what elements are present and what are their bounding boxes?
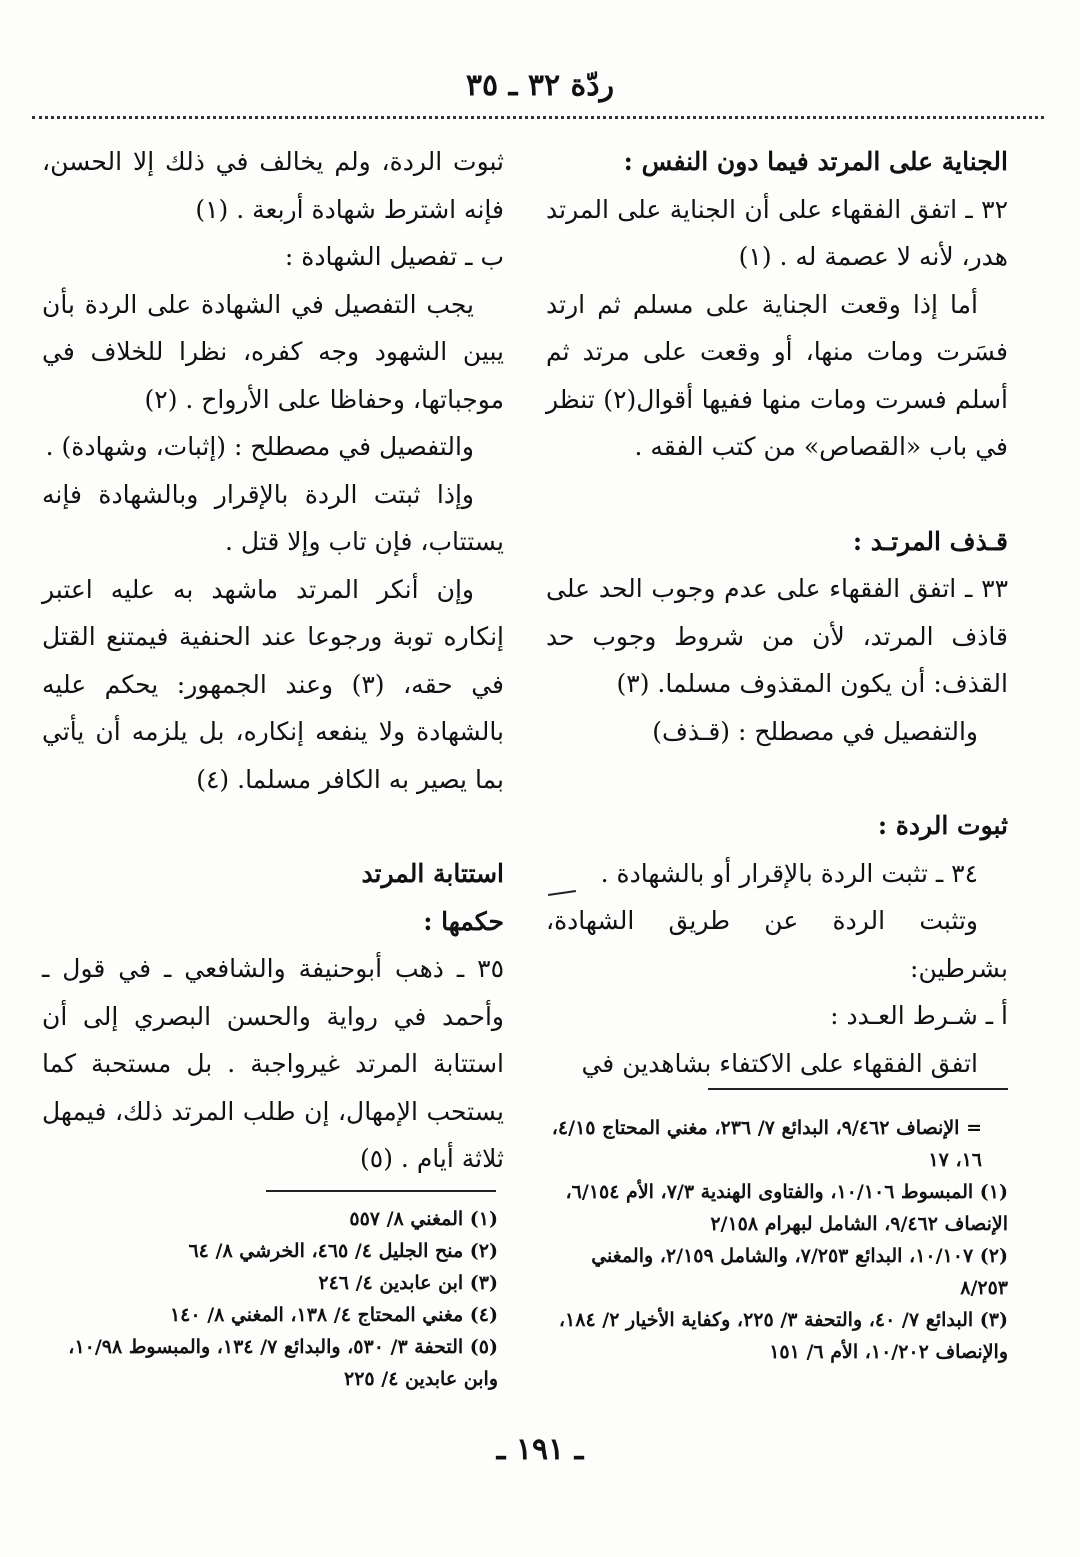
right-paragraph: أما إذا وقعت الجناية على مسلم ثم ارتد فسَرت ومات منها، أو وقعت على مرتد ثم أسلم فسرت ومات منها ففيها أقوال(٢) تنظر في باب «القصاص» من كتب الفقه . — [546, 289, 1008, 461]
footnote-rule-right — [708, 1088, 1008, 1090]
right-paragraph: ٣٤ ـ تثبت الردة بالإقرار أو بالشهادة . — [600, 858, 978, 888]
footnotes-right — [546, 1112, 1008, 1368]
right-paragraph: أ ـ شـرط العـدد : — [830, 1001, 1008, 1030]
right-paragraph: والتفصيل في مصطلح : (قـذف) — [652, 716, 978, 746]
right-spacer — [546, 755, 1008, 802]
footnote-paragraph: (٢) منح الجليل ٤/ ٤٦٥، الخرشي ٨/ ٦٤ — [188, 1240, 498, 1262]
right-paragraph: وتثبت الردة عن طريق الشهادة، بشرطين: — [546, 906, 1008, 983]
left-paragraph: والتفصيل في مصطلح : (إثبات، وشهادة) . — [45, 432, 474, 461]
left-paragraph: وإذا ثبتت الردة بالإقرار وبالشهادة فإنه يستتاب، فإن تاب وإلا قتل . — [42, 479, 504, 556]
right-paragraph: اتفق الفقهاء على الاكتفاء بشاهدين في — [581, 1048, 978, 1078]
right-paragraph: ٣٢ ـ اتفق الفقهاء على أن الجناية على المرتد هدر، لأنه لا عصمة له . (١) — [546, 194, 1008, 271]
footnote-paragraph: (٤) مغني المحتاج ٤/ ١٣٨، المغني ٨/ ١٤٠ — [169, 1304, 498, 1326]
footnote-paragraph: (٣) البدائع ٧/ ٤٠، والتحفة ٣/ ٢٢٥، وكفاية الأخيار ٢/ ١٨٤، والإنصاف ١٠/٢٠٢، الأم ٦/ ١٥١ — [558, 1309, 1008, 1363]
footnote-paragraph: (٣) ابن عابدين ٤/ ٢٤٦ — [318, 1272, 498, 1294]
right-heading: الجناية على المرتد فيما دون النفس : — [623, 147, 1008, 176]
left-heading: حكمها : — [423, 906, 504, 936]
left-column — [42, 138, 504, 1183]
footnote-paragraph: (١) المغني ٨/ ٥٥٧ — [349, 1208, 498, 1230]
right-column — [546, 138, 1008, 1087]
right-paragraph: ٣٣ ـ اتفق الفقهاء على عدم وجوب الحد على قاذف المرتد، لأن من شروط وجوب حد القذف: أن يكون المقذوف مسلما. (٣) — [546, 574, 1008, 698]
left-paragraph: ٣٥ ـ ذهب أبوحنيفة والشافعي ـ في قول ـ وأحمد في رواية والحسن البصري إلى أن استتابة المرتد غيرواجبة . بل مستحبة كما يستحب الإمهال، إن طلب المرتد ذلك، فيمهل ثلاثة أيام . (٥) — [42, 954, 504, 1173]
left-paragraph: وإن أنكر المرتد ماشهد به عليه اعتبر إنكاره توبة ورجوعا عند الحنفية فيمتنع القتل في حقه، (٣) وعند الجمهور: يحكم عليه بالشهادة ولا ينفعه إنكاره، بل يلزمه أن يأتي بما يصير به الكافر مسلما. (٤) — [42, 574, 504, 794]
header-separator — [32, 116, 1044, 119]
right-heading: قـذف المرتـد : — [852, 526, 1008, 556]
right-heading: ثبوت الردة : — [877, 811, 1008, 840]
footnote-paragraph: (٥) التحفة ٣/ ٥٣٠، والبدائع ٧/ ١٣٤، والمبسوط ١٠/٩٨، وابن عابدين ٤/ ٢٢٥ — [68, 1336, 498, 1390]
left-heading: استتابة المرتد — [361, 859, 504, 888]
left-spacer — [42, 803, 504, 850]
page-header: ردّة ٣٢ ـ ٣٥ — [465, 68, 615, 103]
right-spacer — [546, 471, 1008, 518]
left-paragraph: ب ـ تفصيل الشهادة : — [284, 242, 504, 271]
page-number: ـ ١٩١ ـ — [496, 1432, 584, 1467]
footnote-paragraph: (٢) ١٠/١٠٧، البدائع ٧/٢٥٣، والشامل ٢/١٥٩، والمغني ٨/٢٥٣ — [591, 1245, 1008, 1299]
left-paragraph: ثبوت الردة، ولم يخالف في ذلك إلا الحسن، فإنه اشترط شهادة أربعة . (١) — [42, 147, 504, 224]
footnote-rule-left — [266, 1190, 496, 1192]
footnote-paragraph: (١) المبسوط ١٠/١٠٦، والفتاوى الهندية ٧/٣، الأم ٦/١٥٤، الإنصاف ٩/٤٦٢، الشامل لبهرام ٢/١٥٨ — [565, 1181, 1008, 1235]
left-paragraph: يجب التفصيل في الشهادة على الردة بأن يبين الشهود وجه كفره، نظرا للخلاف في موجباتها، وحفاظا على الأرواح . (٢) — [42, 289, 504, 414]
footnotes-left — [42, 1203, 498, 1395]
footnote-paragraph: = الإنصاف ٩/٤٦٢، البدائع ٧/ ٢٣٦، مغني المحتاج ٤/١٥، ١٦، ١٧ — [551, 1117, 982, 1171]
